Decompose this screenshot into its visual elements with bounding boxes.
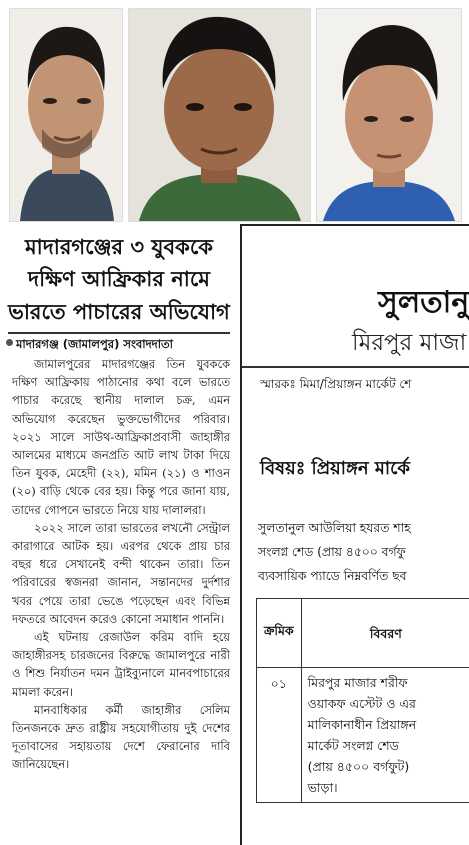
document-para-line-2: সংলগ্ন শেড (প্রায় ৪৫০০ বর্গফু <box>258 540 411 564</box>
official-document <box>240 224 469 845</box>
portrait-photo-3 <box>316 8 462 222</box>
photo-strip <box>0 0 469 224</box>
row-line-4: মার্কেট সংলগ্ন শেড <box>308 735 464 756</box>
header-description: বিবরণ <box>301 599 469 668</box>
row-line-1: মিরপুর মাজার শরীফ <box>308 672 464 693</box>
document-table <box>256 598 469 803</box>
document-subject: বিষয়ঃ প্রিয়াঙ্গন মার্কে <box>260 454 410 485</box>
portrait-photo-1 <box>9 8 123 222</box>
portrait-photo-2 <box>128 8 311 222</box>
row-line-6: ভাড়া। <box>308 777 464 798</box>
article-body <box>0 355 238 774</box>
row-line-3: মালিকানাধীন প্রিয়াঙ্গন <box>308 714 464 735</box>
document-subtitle: মিরপুর মাজা <box>352 324 466 363</box>
row-serial: ০১ <box>257 668 302 803</box>
paragraph-2: ২০২২ সালে তারা ভারতের লখনৌ সেন্ট্রাল কারাগারে আটক হয়। এরপর থেকে প্রায় চার বছর ধরে সেখানেই বন্দী থাকেন তারা। তিন পরিবারের স্বজনরা জানান, সন্তানদের দুর্দশার খবর পেয়ে তারা ভেঙে পড়েছেন এবং বিভিন্ন দফতরে আবেদন করেও কোনো সমাধান পাননি। <box>12 519 230 628</box>
row-description <box>301 668 469 803</box>
header-serial: ক্রমিক <box>257 599 302 668</box>
document-para-line-3: ব্যবসায়িক প্যাডে নিম্নবর্ণিত ছব <box>258 564 411 588</box>
row-line-5: (প্রায় ৪৫০০ বর্গফুট) <box>308 756 464 777</box>
document-divider <box>242 366 469 368</box>
document-paragraph <box>258 516 411 588</box>
news-article <box>0 228 238 843</box>
headline-divider <box>8 332 230 334</box>
byline <box>0 336 238 355</box>
row-line-2: ওয়াকফ এস্টেট ও এর <box>308 693 464 714</box>
headline-line-3: ভারতে পাচারের অভিযোগ <box>0 295 238 328</box>
paragraph-3: এই ঘটনায় রেজাউল করিম বাদি হয়ে জাহাঙ্গীরসহ চারজনের বিরুদ্ধে জামালপুরে নারী ও শিশু নির্যাতন দমন ট্রাইব্যুনালে মানবপাচারের মামলা করেন। <box>12 628 230 701</box>
table-header-row <box>257 599 469 668</box>
byline-text: মাদারগঞ্জ (জামালপুর) সংবাদদাতা <box>16 337 173 351</box>
document-para-line-1: সুলতানুল আউলিয়া হযরত শাহ <box>258 516 411 540</box>
paragraph-4: মানবাধিকার কর্মী জাহাঙ্গীর সেলিম তিনজনকে দ্রুত রাষ্ট্রীয় সহযোগীতায় দুই দেশের দূতাবাসের সহায়তায় দেশে ফেরানোর দাবি জানিয়েছেন। <box>12 701 230 774</box>
document-reference: স্মারকঃ মিমা/প্রিয়াঙ্গন মার্কেট শে <box>260 376 411 396</box>
paragraph-1: জামালপুরের মাদারগঞ্জের তিন যুবককে দক্ষিণ আফ্রিকায় পাঠানোর কথা বলে ভারতে পাচার করেছে স্থানীয় দালাল চক্র, এমন অভিযোগ করেছেন ভুক্তভোগীদের পরিবার। ২০২১ সালে সাউথ-আফ্রিকাপ্রবাসী জাহাঙ্গীর আলমের মাধ্যমে জনপ্রতি আট লাখ টাকা দিয়ে তিন যুবক, মেহেদী (২২), মমিন (২১) ও শাওন (২০) বাড়ি থেকে বের হয়। কিন্তু পরে জানা যায়, তাদের গোপনে ভারতে নিয়ে যায় দালালরা। <box>12 355 230 519</box>
table-row <box>257 668 469 803</box>
headline-line-1: মাদারগঞ্জের ৩ যুবককে <box>0 230 238 263</box>
bullet-icon <box>6 339 13 346</box>
headline-line-2: দক্ষিণ আফ্রিকার নামে <box>0 263 238 295</box>
document-title: সুলতানু <box>378 278 469 329</box>
